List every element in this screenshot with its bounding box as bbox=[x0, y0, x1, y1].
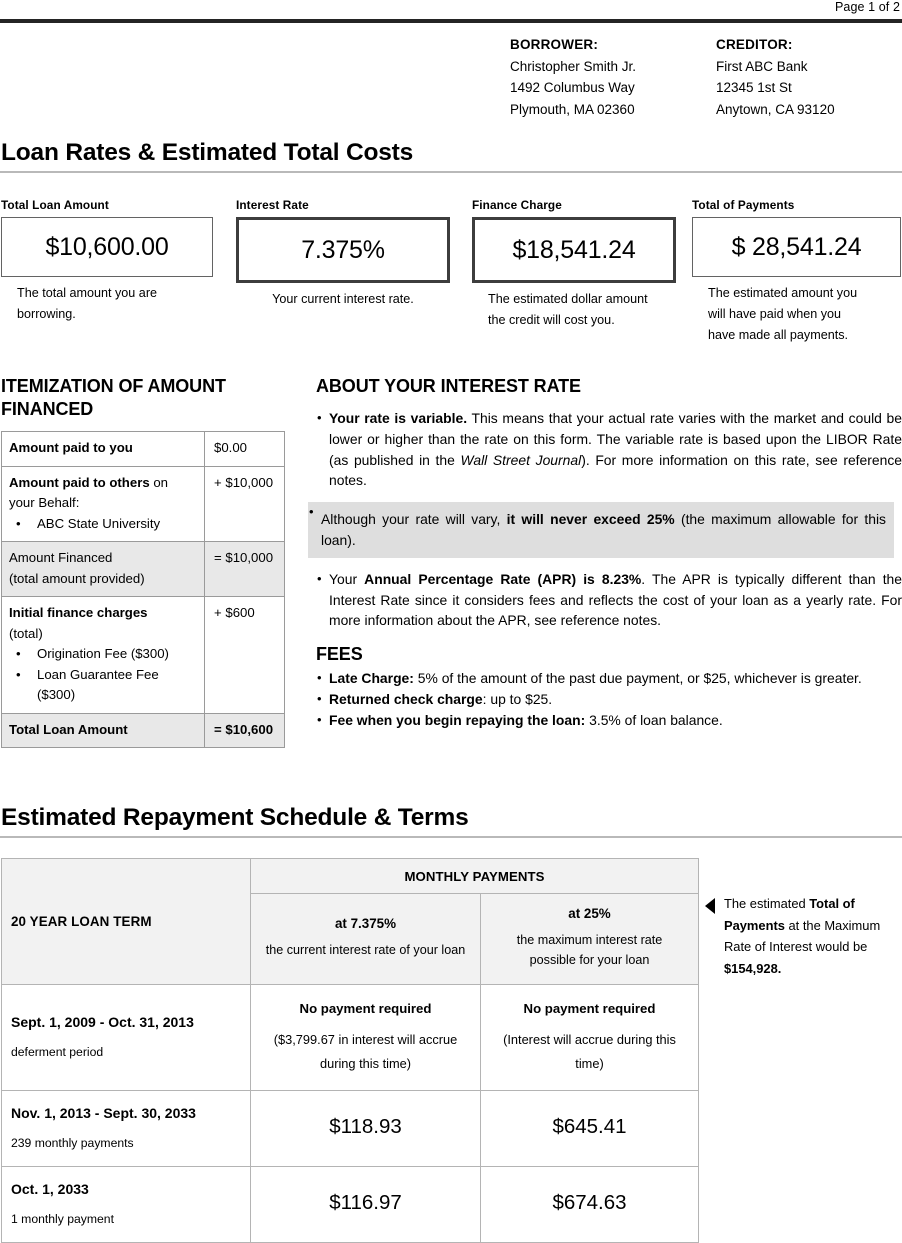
bullet-post: . The APR is typically different than the Interest Rate since it considers fees and reflects the cost of your loan as a yearly rate. For more information about the APR, see reference notes. bbox=[329, 570, 902, 629]
itemization-amount-cell: = $10,000 bbox=[205, 542, 285, 597]
creditor-street: 12345 1st St bbox=[716, 80, 792, 96]
box-note bbox=[236, 289, 450, 310]
period-dates: Oct. 1, 2033 bbox=[11, 1181, 89, 1197]
table-row bbox=[2, 597, 285, 714]
payment-cell-max-rate bbox=[481, 985, 699, 1091]
payment-title: No payment required bbox=[523, 1001, 656, 1016]
disclosure-box-interest-rate bbox=[236, 198, 450, 310]
list-item: • Loan Guarantee Fee ($300) bbox=[9, 665, 197, 706]
table-row bbox=[2, 713, 285, 748]
section-heading-repayment bbox=[0, 805, 902, 838]
box-note-line: The total amount you are bbox=[17, 286, 158, 300]
bullet-post: (the maximum allowable for this loan). bbox=[321, 511, 886, 548]
section-rule bbox=[0, 171, 902, 173]
row-label-sub: (total amount provided) bbox=[9, 570, 145, 586]
disclosure-box-total-loan-amount bbox=[1, 198, 213, 325]
payment-amount: $674.63 bbox=[552, 1190, 627, 1214]
box-note-line: will have paid when you bbox=[708, 307, 842, 321]
rate-description: the maximum interest rate possible for your loan bbox=[516, 933, 663, 967]
row-label-bold: Amount paid to you bbox=[9, 440, 133, 455]
about-rate-heading: ABOUT YOUR INTEREST RATE bbox=[316, 376, 581, 396]
sidenote-bold-label: Total of Payments bbox=[724, 896, 855, 933]
rate-description: the current interest rate of your loan bbox=[265, 943, 466, 957]
borrower-street: 1492 Columbus Way bbox=[510, 80, 635, 96]
borrower-city-state-zip: Plymouth, MA 02360 bbox=[510, 101, 635, 117]
row-label-rest: on your Behalf: bbox=[9, 474, 169, 510]
bullet-italic: Wall Street Journal bbox=[460, 451, 582, 468]
itemization-label-cell bbox=[2, 713, 205, 748]
creditor-name: First ABC Bank bbox=[716, 58, 808, 74]
creditor-block bbox=[716, 34, 902, 120]
itemization-amount-cell: $0.00 bbox=[205, 432, 285, 467]
list-item-repayment-fee bbox=[316, 710, 902, 731]
period-cell bbox=[2, 1167, 251, 1243]
rate-value: at 7.375% bbox=[334, 916, 397, 931]
about-rate-bullets bbox=[316, 408, 902, 631]
box-value: 7.375% bbox=[236, 217, 450, 283]
sidenote-pre: The estimated bbox=[724, 896, 810, 911]
fee-text: 5% of the amount of the past due payment, or $25, whichever is greater. bbox=[413, 670, 862, 687]
itemization-label-cell bbox=[2, 542, 205, 597]
bullet-text: This means that your actual rate varies with the market and could be lower or higher than the rate on this form. The variable rate is based upon the LIBOR Rate (as published in the bbox=[329, 410, 902, 468]
sidenote-mid: at the Maximum Rate of Interest would be bbox=[724, 917, 881, 954]
box-value: $10,600.00 bbox=[1, 217, 213, 277]
list-item-apr bbox=[316, 569, 902, 631]
bullet-pre: Although your rate will vary, bbox=[321, 511, 507, 528]
about-rate-column bbox=[316, 375, 902, 731]
payment-cell-current-rate bbox=[251, 1091, 481, 1167]
fee-lead: Late Charge: bbox=[329, 670, 414, 687]
fee-text: : up to $25. bbox=[482, 690, 553, 707]
table-row bbox=[2, 1167, 699, 1243]
box-note-line: borrowing. bbox=[17, 307, 76, 321]
row-label-bold: Total Loan Amount bbox=[9, 721, 128, 737]
box-label: Finance Charge bbox=[472, 198, 562, 212]
page-number: Page 1 of 2 bbox=[834, 0, 900, 14]
table-row bbox=[2, 985, 699, 1091]
box-label: Total of Payments bbox=[692, 198, 795, 212]
bullet-text-tail: ). For more information on this rate, see reference notes. bbox=[329, 451, 902, 489]
borrower-block bbox=[510, 34, 716, 120]
itemization-table bbox=[1, 431, 285, 748]
itemization-column bbox=[1, 375, 291, 748]
rate-column-header-current bbox=[251, 894, 481, 985]
row-label-bold: Amount paid to others bbox=[9, 474, 150, 490]
table-row bbox=[2, 542, 285, 597]
disclosure-box-total-of-payments bbox=[692, 198, 901, 346]
repayment-schedule-table bbox=[1, 858, 699, 1243]
payment-cell-max-rate bbox=[481, 1167, 699, 1243]
box-note bbox=[692, 283, 901, 346]
bullet-pre: Your bbox=[329, 570, 365, 587]
itemization-label-cell bbox=[2, 466, 205, 542]
itemization-label-cell bbox=[2, 432, 205, 467]
list-item-returned-check bbox=[316, 689, 902, 710]
section-rule bbox=[0, 836, 902, 838]
box-value: $ 28,541.24 bbox=[692, 217, 901, 277]
itemization-heading bbox=[1, 375, 291, 421]
section-heading-loan-rates bbox=[0, 140, 902, 173]
fee-lead: Fee when you begin repaying the loan: bbox=[329, 711, 586, 728]
creditor-city-state-zip: Anytown, CA 93120 bbox=[716, 101, 835, 117]
box-label: Total Loan Amount bbox=[1, 198, 109, 212]
list-item-rate-cap bbox=[308, 502, 894, 558]
period-dates: Sept. 1, 2009 - Oct. 31, 2013 bbox=[11, 1014, 194, 1030]
list-item-late-charge bbox=[316, 668, 902, 689]
fee-lead: Returned check charge bbox=[329, 690, 483, 707]
payment-note: (Interest will accrue during this time) bbox=[503, 1032, 676, 1071]
rate-column-header-maximum bbox=[481, 894, 699, 985]
payment-amount: $116.97 bbox=[329, 1190, 402, 1214]
payment-amount: $645.41 bbox=[552, 1114, 627, 1138]
period-description: 239 monthly payments bbox=[11, 1136, 134, 1150]
box-note-line: the credit will cost you. bbox=[488, 313, 615, 327]
loan-term-header: 20 YEAR LOAN TERM bbox=[2, 859, 251, 985]
period-description: 1 monthly payment bbox=[11, 1212, 114, 1226]
payment-cell-current-rate bbox=[251, 1167, 481, 1243]
sidenote-amount: $154,928. bbox=[724, 960, 782, 976]
disclosure-boxes bbox=[0, 198, 902, 358]
itemization-heading-line2: FINANCED bbox=[1, 399, 94, 419]
period-cell bbox=[2, 1091, 251, 1167]
payment-amount: $118.93 bbox=[329, 1114, 402, 1138]
section-title-repayment: Estimated Repayment Schedule & Terms bbox=[1, 804, 469, 831]
parties-block bbox=[510, 34, 902, 120]
box-note-line: Your current interest rate. bbox=[272, 292, 414, 306]
table-row bbox=[2, 466, 285, 542]
itemization-label-cell bbox=[2, 597, 205, 714]
table-row bbox=[2, 432, 285, 467]
bullet-bold: it will never exceed 25% bbox=[506, 511, 675, 528]
period-cell bbox=[2, 985, 251, 1091]
list-item: • Origination Fee ($300) bbox=[9, 644, 197, 665]
box-note bbox=[1, 283, 213, 325]
list-item-rate-variable bbox=[316, 408, 902, 491]
box-note-line: The estimated amount you bbox=[708, 286, 858, 300]
row-label-bold: Initial finance charges bbox=[9, 605, 148, 620]
header-divider-rule bbox=[0, 19, 902, 23]
period-description: deferment period bbox=[11, 1045, 104, 1059]
disclosure-box-finance-charge bbox=[472, 198, 676, 331]
sidenote-text bbox=[724, 893, 902, 979]
payment-title: No payment required bbox=[299, 1001, 432, 1016]
list-item: • ABC State University bbox=[9, 514, 197, 535]
itemization-amount-cell: + $600 bbox=[205, 597, 285, 714]
sidenote-total-of-payments bbox=[705, 893, 902, 979]
table-row bbox=[2, 1091, 699, 1167]
box-note-line: The estimated dollar amount bbox=[488, 292, 648, 306]
period-dates: Nov. 1, 2013 - Sept. 30, 2033 bbox=[11, 1105, 196, 1121]
monthly-payments-header: MONTHLY PAYMENTS bbox=[251, 859, 699, 894]
itemization-amount-cell: = $10,600 bbox=[205, 713, 285, 748]
bullet-lead: Your rate is variable. bbox=[329, 410, 468, 426]
itemization-heading-line1: ITEMIZATION OF AMOUNT bbox=[1, 376, 226, 396]
borrower-name: Christopher Smith Jr. bbox=[510, 58, 637, 74]
table-header-row bbox=[2, 859, 699, 894]
itemization-bullet-list bbox=[9, 644, 197, 706]
left-arrow-icon bbox=[705, 898, 715, 914]
creditor-label: CREDITOR: bbox=[716, 37, 793, 52]
itemization-amount-cell: + $10,000 bbox=[205, 466, 285, 542]
row-label-sub: (total) bbox=[9, 625, 43, 641]
fees-bullets bbox=[316, 668, 902, 730]
box-note bbox=[472, 289, 676, 331]
fee-text: 3.5% of loan balance. bbox=[585, 711, 723, 728]
fees-heading: FEES bbox=[316, 644, 363, 665]
section-title-loan-rates: Loan Rates & Estimated Total Costs bbox=[1, 139, 414, 166]
box-label: Interest Rate bbox=[236, 198, 309, 212]
rate-value: at 25% bbox=[568, 906, 611, 921]
payment-cell-current-rate bbox=[251, 985, 481, 1091]
box-value: $18,541.24 bbox=[472, 217, 676, 283]
row-label-rest: Amount Financed bbox=[9, 550, 113, 565]
borrower-label: BORROWER: bbox=[510, 37, 599, 52]
bullet-bold: Annual Percentage Rate (APR) is 8.23% bbox=[364, 570, 642, 587]
box-note-line: have made all payments. bbox=[708, 328, 849, 342]
itemization-bullet-list bbox=[9, 514, 197, 535]
payment-cell-max-rate bbox=[481, 1091, 699, 1167]
payment-note: ($3,799.67 in interest will accrue during this time) bbox=[273, 1032, 458, 1071]
